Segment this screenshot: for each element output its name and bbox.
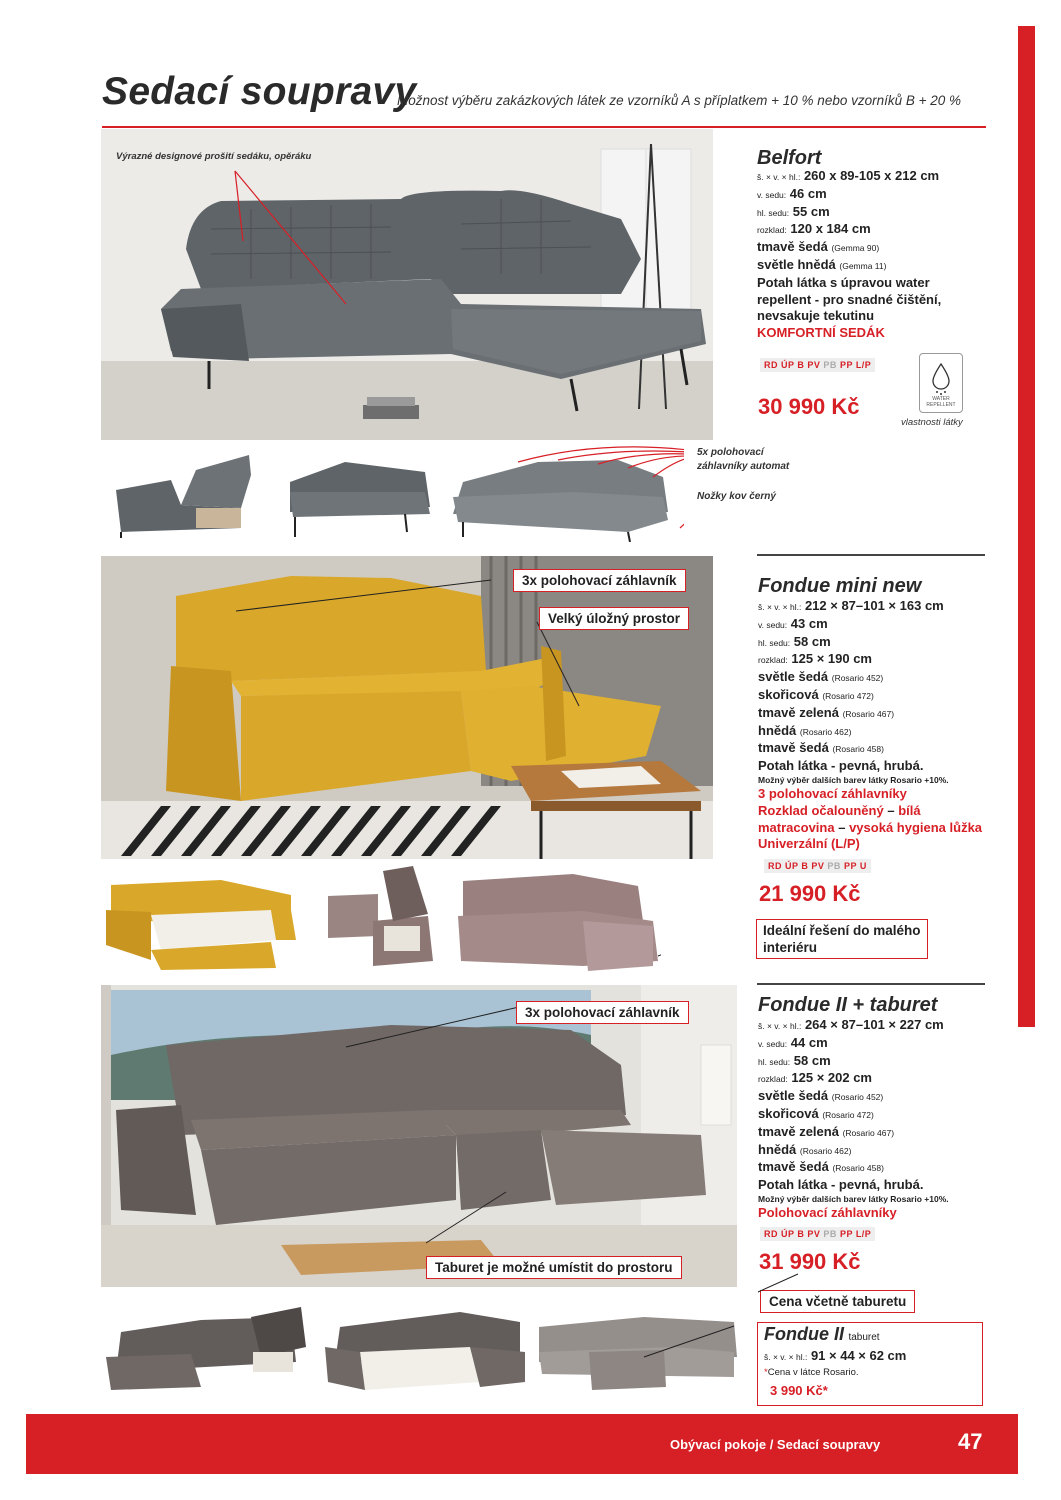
belfort-specs [757, 168, 941, 342]
fondue2-fabric: Potah látka - pevná, hrubá. [758, 1177, 924, 1193]
belfort-headrests-annotation: 5x polohovací záhlavníky automat [697, 447, 790, 472]
fondue-mini-specs [758, 598, 982, 853]
fondue2-seat-depth-row: hl. sedu: 58 cm [758, 1052, 831, 1068]
fondue2-color-3: tmavě zelená (Rosario 467) [758, 1123, 895, 1139]
water-repellent-text: WATER REPELLENT [926, 396, 956, 408]
fondue-mini-taupe-photo [453, 866, 661, 976]
fondue-mini-seat-height-row: v. sedu: 43 cm [758, 615, 828, 631]
fondue-mini-main-photo [101, 556, 713, 859]
fondue2-taburet-box [757, 1322, 983, 1406]
side-accent-strip [1018, 26, 1035, 1027]
belfort-color-2: světle hnědá (Gemma 11) [757, 256, 887, 272]
belfort-comfort-label: KOMFORTNÍ SEDÁK [757, 325, 885, 341]
section-divider-1 [757, 554, 985, 556]
page-title: Sedací soupravy [102, 70, 417, 113]
fondue-mini-dims-row: š. × v. × hl.: 212 × 87–101 × 163 cm [758, 598, 944, 613]
fabric-properties-caption: vlastnosti látky [901, 417, 963, 428]
fondue2-bed-row: rozklad: 125 × 202 cm [758, 1070, 872, 1086]
fondue2-feature-codes: RD ÚP B PV PB PP L/P [760, 1227, 875, 1241]
taburet-price: 3 990 Kč* [770, 1383, 828, 1398]
fondue-mini-bed-row: rozklad: 125 × 190 cm [758, 651, 872, 667]
fondue-mini-headrests-callout: 3x polohovací záhlavník [513, 569, 686, 592]
belfort-storage-photo [101, 450, 253, 540]
fondue-mini-fabric: Potah látka - pevná, hrubá. [758, 758, 924, 774]
fondue2-main-photo [101, 985, 737, 1287]
fondue-mini-color-3: tmavě zelená (Rosario 467) [758, 704, 895, 720]
fondue-mini-storage-callout: Velký úložný prostor [539, 607, 689, 630]
belfort-headrests-photo [448, 442, 684, 542]
fondue-mini-red-4: Univerzální (L/P) [758, 836, 860, 852]
fondue2-color-2: skořicová (Rosario 472) [758, 1105, 874, 1121]
fondue-mini-red-3: matracovina – vysoká hygiena lůžka [758, 819, 983, 835]
price-callout-line [740, 1270, 800, 1300]
fondue-mini-storage-photo [318, 866, 442, 976]
belfort-bed-row: rozklad: 120 x 184 cm [757, 221, 871, 237]
fondue2-storage-photo [101, 1302, 311, 1394]
fondue-mini-bed-photo [101, 870, 297, 974]
fondue-mini-price: 21 990 Kč [759, 881, 861, 906]
fondue-mini-seat-depth-row: hl. sedu: 58 cm [758, 633, 831, 649]
page-subtitle: Možnost výběru zakázkových látek ze vzorníků A s příplatkem + 10 % nebo vzorníků B + 20 % [397, 93, 962, 108]
belfort-main-photo [101, 129, 713, 440]
fondue-mini-small-interior-callout: Ideální řešení do malého interiéru [756, 919, 928, 959]
fondue-mini-feature-codes: RD ÚP B PV PB PP U [764, 859, 871, 873]
fondue2-taburet-callout: Taburet je možné umístit do prostoru [426, 1256, 682, 1279]
taburet-note: *Cena v látce Rosario. [764, 1367, 859, 1378]
fondue2-taupe-photo [534, 1302, 739, 1394]
belfort-fabric-line-1: Potah látka s úpravou water [757, 274, 930, 290]
belfort-fabric-line-3: nevsakuje tekutinu [757, 308, 875, 324]
belfort-seams-annotation: Výrazné designové prošití sedáku, opěráku [116, 151, 312, 162]
fondue-mini-name: Fondue mini new [758, 575, 922, 597]
belfort-seat-height-row: v. sedu: 46 cm [757, 185, 827, 201]
fondue-mini-color-2: skořicová (Rosario 472) [758, 686, 874, 702]
belfort-fabric-line-2: repellent - pro snadné čištění, [757, 291, 942, 307]
fondue-mini-color-1: světle šedá (Rosario 452) [758, 669, 884, 685]
fondue2-red-1: Polohovací záhlavníky [758, 1204, 897, 1220]
water-repellent-icon [919, 353, 963, 413]
fondue-mini-fabric-note: Možný výběr dalších barev látky Rosario +10%. [758, 774, 949, 785]
belfort-name: Belfort [757, 147, 822, 169]
fondue2-price-callout: Cena včetně taburetu [760, 1290, 915, 1313]
fondue-mini-color-5: tmavě šedá (Rosario 458) [758, 740, 884, 756]
belfort-legs-annotation: Nožky kov černý [697, 491, 776, 502]
page-number: 47 [958, 1429, 983, 1454]
fondue2-seat-height-row: v. sedu: 44 cm [758, 1034, 828, 1050]
belfort-price: 30 990 Kč [758, 394, 860, 419]
fondue2-color-5: tmavě šedá (Rosario 458) [758, 1159, 884, 1175]
fondue-mini-color-4: hnědá (Rosario 462) [758, 722, 852, 738]
fondue2-specs [758, 1017, 949, 1222]
belfort-color-1: tmavě šedá (Gemma 90) [757, 239, 880, 255]
fondue-mini-red-2: Rozklad očalouněný – bílá [758, 802, 921, 818]
taburet-dims-row: š. × v. × hl.: 91 × 44 × 62 cm [764, 1348, 907, 1363]
fondue2-color-1: světle šedá (Rosario 452) [758, 1088, 884, 1104]
section-divider-2 [757, 983, 985, 985]
belfort-side-photo [285, 452, 437, 542]
fondue2-color-4: hnědá (Rosario 462) [758, 1141, 852, 1157]
title-underline [102, 126, 986, 128]
fondue2-price: 31 990 Kč [759, 1249, 861, 1274]
fondue2-bed-photo [320, 1302, 527, 1394]
belfort-seat-depth-row: hl. sedu: 55 cm [757, 203, 830, 219]
fondue2-name: Fondue II + taburet [758, 994, 938, 1016]
fondue2-fabric-note: Možný výběr dalších barev látky Rosario +10%. [758, 1193, 949, 1204]
fondue2-headrests-callout: 3x polohovací záhlavník [516, 1001, 689, 1024]
belfort-dims-row: š. × v. × hl.: 260 x 89-105 x 212 cm [757, 168, 940, 183]
taburet-title: Fondue II taburet [764, 1324, 880, 1344]
footer-section-label: Obývací pokoje / Sedací soupravy [670, 1437, 881, 1452]
fondue-mini-red-1: 3 polohovací záhlavníky [758, 785, 907, 801]
fondue2-dims-row: š. × v. × hl.: 264 × 87–101 × 227 cm [758, 1017, 944, 1032]
belfort-feature-codes: RD ÚP B PV PB PP L/P [760, 358, 875, 372]
